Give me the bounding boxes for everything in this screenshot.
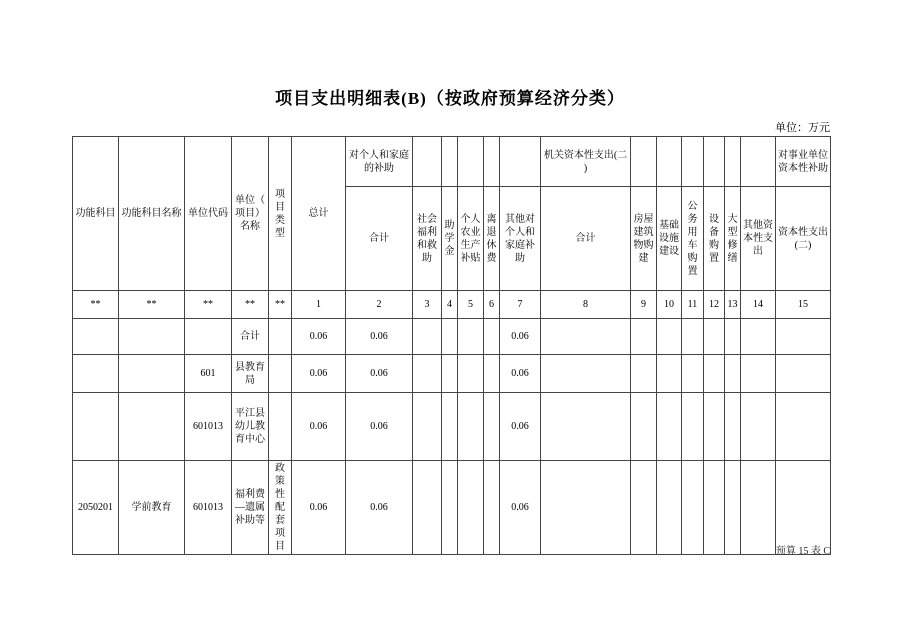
empty-cell xyxy=(725,319,741,355)
header-capital-subtotal: 合计 xyxy=(541,187,631,291)
empty-cell xyxy=(73,393,119,461)
empty-cell xyxy=(413,355,442,393)
index-cell: 9 xyxy=(631,291,657,319)
empty-cell xyxy=(741,461,776,555)
empty-cell xyxy=(413,319,442,355)
index-cell: ** xyxy=(185,291,232,319)
func-code-cell: 2050201 xyxy=(73,461,119,555)
header-unit-name: 单位（项目）名称 xyxy=(232,137,269,291)
index-cell: 13 xyxy=(725,291,741,319)
empty-cell xyxy=(741,319,776,355)
empty-cell xyxy=(413,461,442,555)
empty-cell xyxy=(458,137,484,187)
empty-cell xyxy=(776,355,831,393)
other-personal-value: 0.06 xyxy=(500,393,541,461)
data-row-preschool-education xyxy=(73,461,831,555)
header-personal-subtotal: 合计 xyxy=(346,187,413,291)
header-other-personal: 其他对个人和家庭补助 xyxy=(500,187,541,291)
empty-cell xyxy=(442,355,458,393)
empty-cell xyxy=(725,137,741,187)
other-personal-value: 0.06 xyxy=(500,461,541,555)
unit-code-cell: 601013 xyxy=(185,393,232,461)
empty-cell xyxy=(442,319,458,355)
func-name-cell: 学前教育 xyxy=(119,461,185,555)
personal-subtotal-value: 0.06 xyxy=(346,355,413,393)
header-unit-code: 单位代码 xyxy=(185,137,232,291)
empty-cell xyxy=(657,137,682,187)
empty-cell xyxy=(657,461,682,555)
unit-name-cell: 县教育局 xyxy=(232,355,269,393)
empty-cell xyxy=(269,355,292,393)
empty-cell xyxy=(541,393,631,461)
data-row-total xyxy=(73,319,831,355)
header-other-capital: 其他资本性支出 xyxy=(741,187,776,291)
index-cell: 12 xyxy=(704,291,725,319)
unit-name-cell: 福利费—遗属补助等 xyxy=(232,461,269,555)
header-agri-subsidy: 个人农业生产补贴 xyxy=(458,187,484,291)
empty-cell xyxy=(741,355,776,393)
empty-cell xyxy=(682,355,704,393)
empty-cell xyxy=(725,461,741,555)
personal-subtotal-value: 0.06 xyxy=(346,319,413,355)
empty-cell xyxy=(458,319,484,355)
empty-cell xyxy=(119,355,185,393)
empty-cell xyxy=(119,393,185,461)
empty-cell xyxy=(484,319,500,355)
empty-cell xyxy=(725,355,741,393)
empty-cell xyxy=(776,461,831,555)
grand-total-value: 0.06 xyxy=(292,355,346,393)
empty-cell xyxy=(442,393,458,461)
index-cell: ** xyxy=(232,291,269,319)
project-type-cell: 政策性配套项目 xyxy=(269,461,292,555)
empty-cell xyxy=(442,461,458,555)
empty-cell xyxy=(458,461,484,555)
header-project-type: 项目类型 xyxy=(269,137,292,291)
index-cell: 6 xyxy=(484,291,500,319)
empty-cell xyxy=(682,393,704,461)
empty-cell xyxy=(458,355,484,393)
grand-total-value: 0.06 xyxy=(292,461,346,555)
empty-cell xyxy=(484,355,500,393)
empty-cell xyxy=(442,137,458,187)
index-cell: 3 xyxy=(413,291,442,319)
empty-cell xyxy=(73,319,119,355)
empty-cell xyxy=(413,393,442,461)
header-major-renovation: 大型修缮 xyxy=(725,187,741,291)
index-cell: 11 xyxy=(682,291,704,319)
footer-note: 预算 15 表 C xyxy=(775,546,830,557)
empty-cell xyxy=(704,461,725,555)
empty-cell xyxy=(631,461,657,555)
unit-name-cell: 平江县幼儿教育中心 xyxy=(232,393,269,461)
empty-cell xyxy=(682,461,704,555)
index-cell: 4 xyxy=(442,291,458,319)
empty-cell xyxy=(500,137,541,187)
data-row-kindergarten-center xyxy=(73,393,831,461)
index-cell: 1 xyxy=(292,291,346,319)
header-func-code: 功能科目 xyxy=(73,137,119,291)
other-personal-value: 0.06 xyxy=(500,355,541,393)
empty-cell xyxy=(682,319,704,355)
empty-cell xyxy=(484,461,500,555)
page-title: 项目支出明细表(B)（按政府预算经济分类） xyxy=(275,89,625,108)
empty-cell xyxy=(119,319,185,355)
empty-cell xyxy=(631,355,657,393)
index-cell: 7 xyxy=(500,291,541,319)
index-cell: 14 xyxy=(741,291,776,319)
personal-subtotal-value: 0.06 xyxy=(346,461,413,555)
other-personal-value: 0.06 xyxy=(500,319,541,355)
empty-cell xyxy=(704,393,725,461)
index-cell: 2 xyxy=(346,291,413,319)
empty-cell xyxy=(704,319,725,355)
header-official-vehicle: 公务用车购置 xyxy=(682,187,704,291)
personal-subtotal-value: 0.06 xyxy=(346,393,413,461)
header-scholarship: 助学金 xyxy=(442,187,458,291)
empty-cell xyxy=(413,137,442,187)
grand-total-value: 0.06 xyxy=(292,319,346,355)
empty-cell xyxy=(682,137,704,187)
index-cell: 8 xyxy=(541,291,631,319)
column-index-row xyxy=(73,291,831,319)
header-equipment-purchase: 设备购置 xyxy=(704,187,725,291)
empty-cell xyxy=(484,393,500,461)
unit-name-cell: 合计 xyxy=(232,319,269,355)
empty-cell xyxy=(484,137,500,187)
header-infrastructure: 基础设施建设 xyxy=(657,187,682,291)
empty-cell xyxy=(725,393,741,461)
header-capital-expense-2: 资本性支出(二) xyxy=(776,187,831,291)
empty-cell xyxy=(541,355,631,393)
empty-cell xyxy=(776,393,831,461)
index-cell: 10 xyxy=(657,291,682,319)
header-func-name: 功能科目名称 xyxy=(119,137,185,291)
empty-cell xyxy=(73,355,119,393)
index-cell: ** xyxy=(269,291,292,319)
unit-code-cell: 601 xyxy=(185,355,232,393)
header-building-construction: 房屋建筑物购建 xyxy=(631,187,657,291)
empty-cell xyxy=(657,319,682,355)
header-social-welfare: 社会福利和救助 xyxy=(413,187,442,291)
index-cell: ** xyxy=(119,291,185,319)
empty-cell xyxy=(741,137,776,187)
empty-cell xyxy=(631,393,657,461)
empty-cell xyxy=(631,137,657,187)
empty-cell xyxy=(541,461,631,555)
header-row-groups xyxy=(73,137,831,187)
empty-cell xyxy=(269,393,292,461)
header-retirement-fee: 离退休费 xyxy=(484,187,500,291)
index-cell: 15 xyxy=(776,291,831,319)
empty-cell xyxy=(458,393,484,461)
empty-cell xyxy=(657,393,682,461)
data-row-education-bureau xyxy=(73,355,831,393)
empty-cell xyxy=(704,137,725,187)
empty-cell xyxy=(741,393,776,461)
empty-cell xyxy=(776,319,831,355)
index-cell: ** xyxy=(73,291,119,319)
grand-total-value: 0.06 xyxy=(292,393,346,461)
header-group-institution-subsidy: 对事业单位资本性补助 xyxy=(776,137,831,187)
empty-cell xyxy=(269,319,292,355)
unit-code-cell: 601013 xyxy=(185,461,232,555)
header-group-personal-family: 对个人和家庭的补助 xyxy=(346,137,413,187)
empty-cell xyxy=(657,355,682,393)
header-group-capital-expense: 机关资本性支出(二) xyxy=(541,137,631,187)
empty-cell xyxy=(704,355,725,393)
empty-cell xyxy=(185,319,232,355)
budget-detail-table xyxy=(72,136,831,555)
unit-note: 单位：万元 xyxy=(775,122,830,134)
index-cell: 5 xyxy=(458,291,484,319)
empty-cell xyxy=(541,319,631,355)
empty-cell xyxy=(631,319,657,355)
header-grand-total: 总计 xyxy=(292,137,346,291)
